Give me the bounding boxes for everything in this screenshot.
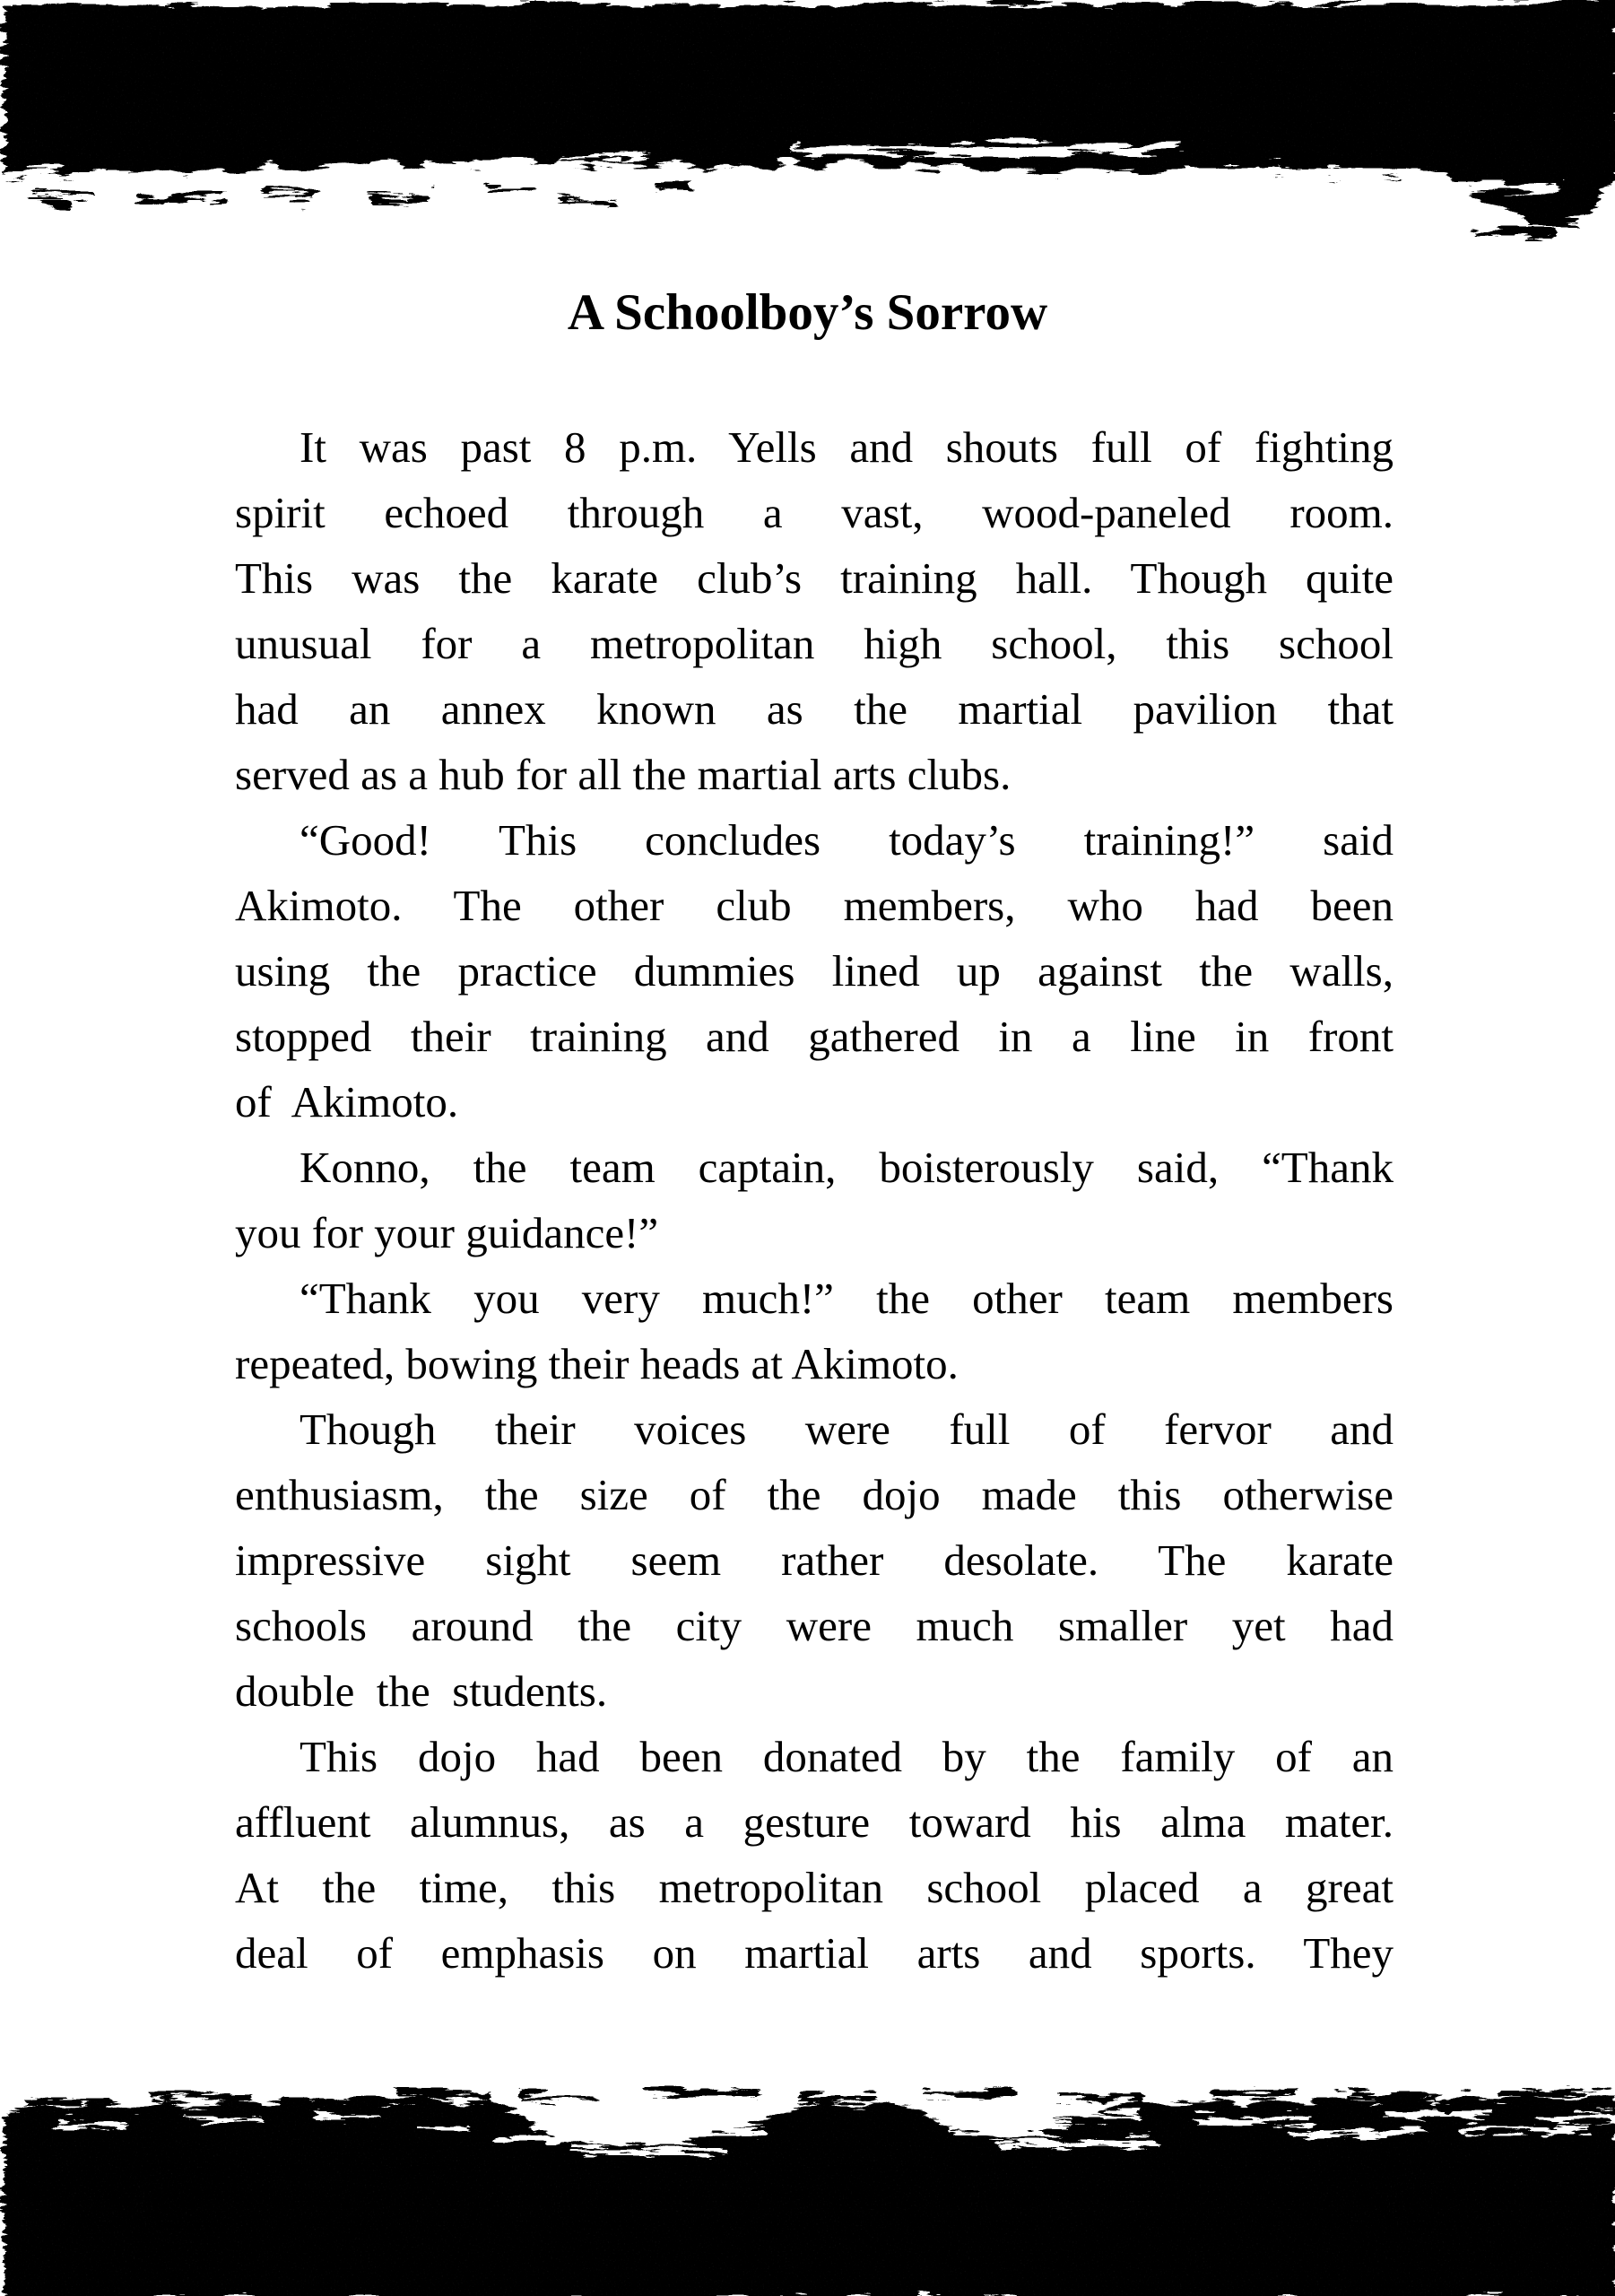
- bottom-grunge-border: [0, 2085, 1615, 2296]
- top-grunge-border: [0, 0, 1615, 269]
- text-line: served as a hub for all the martial arts clubs.: [235, 750, 1012, 799]
- text-line: enthusiasm, the size of the dojo made this otherwise: [235, 1470, 1394, 1519]
- text-line: deal of emphasis on martial arts and sports. They: [235, 1928, 1394, 1978]
- text-line: you for your guidance!”: [235, 1208, 659, 1257]
- text-line: unusual for a metropolitan high school, this school: [235, 619, 1394, 668]
- text-line: It was past 8 p.m. Yells and shouts full of fighting: [300, 422, 1394, 472]
- text-line: At the time, this metropolitan school placed a great: [235, 1863, 1394, 1912]
- text-line: of Akimoto.: [235, 1077, 459, 1126]
- text-line: “Thank you very much!” the other team members: [300, 1274, 1394, 1323]
- body-text: [235, 414, 1394, 1986]
- text-line: Though their voices were full of fervor and: [300, 1405, 1394, 1454]
- text-line: “Good! This concludes today’s training!” said: [300, 815, 1394, 865]
- text-line: had an annex known as the martial pavilion that: [235, 684, 1394, 734]
- chapter-title: A Schoolboy’s Sorrow: [567, 284, 1048, 341]
- text-line: Akimoto. The other club members, who had been: [235, 881, 1394, 930]
- text-line: This was the karate club’s training hall. Though quite: [235, 553, 1394, 603]
- text-line: impressive sight seem rather desolate. The karate: [235, 1535, 1394, 1585]
- text-line: spirit echoed through a vast, wood-paneled room.: [235, 488, 1394, 537]
- text-line: schools around the city were much smaller yet had: [235, 1601, 1394, 1650]
- text-line: repeated, bowing their heads at Akimoto.: [235, 1339, 959, 1388]
- text-line: using the practice dummies lined up against the walls,: [235, 946, 1394, 996]
- text-line: stopped their training and gathered in a line in front: [235, 1012, 1394, 1061]
- text-line: affluent alumnus, as a gesture toward his alma mater.: [235, 1797, 1394, 1847]
- text-line: Konno, the team captain, boisterously said, “Thank: [300, 1143, 1394, 1192]
- text-line: This dojo had been donated by the family of an: [300, 1732, 1394, 1781]
- text-line: double the students.: [235, 1666, 608, 1716]
